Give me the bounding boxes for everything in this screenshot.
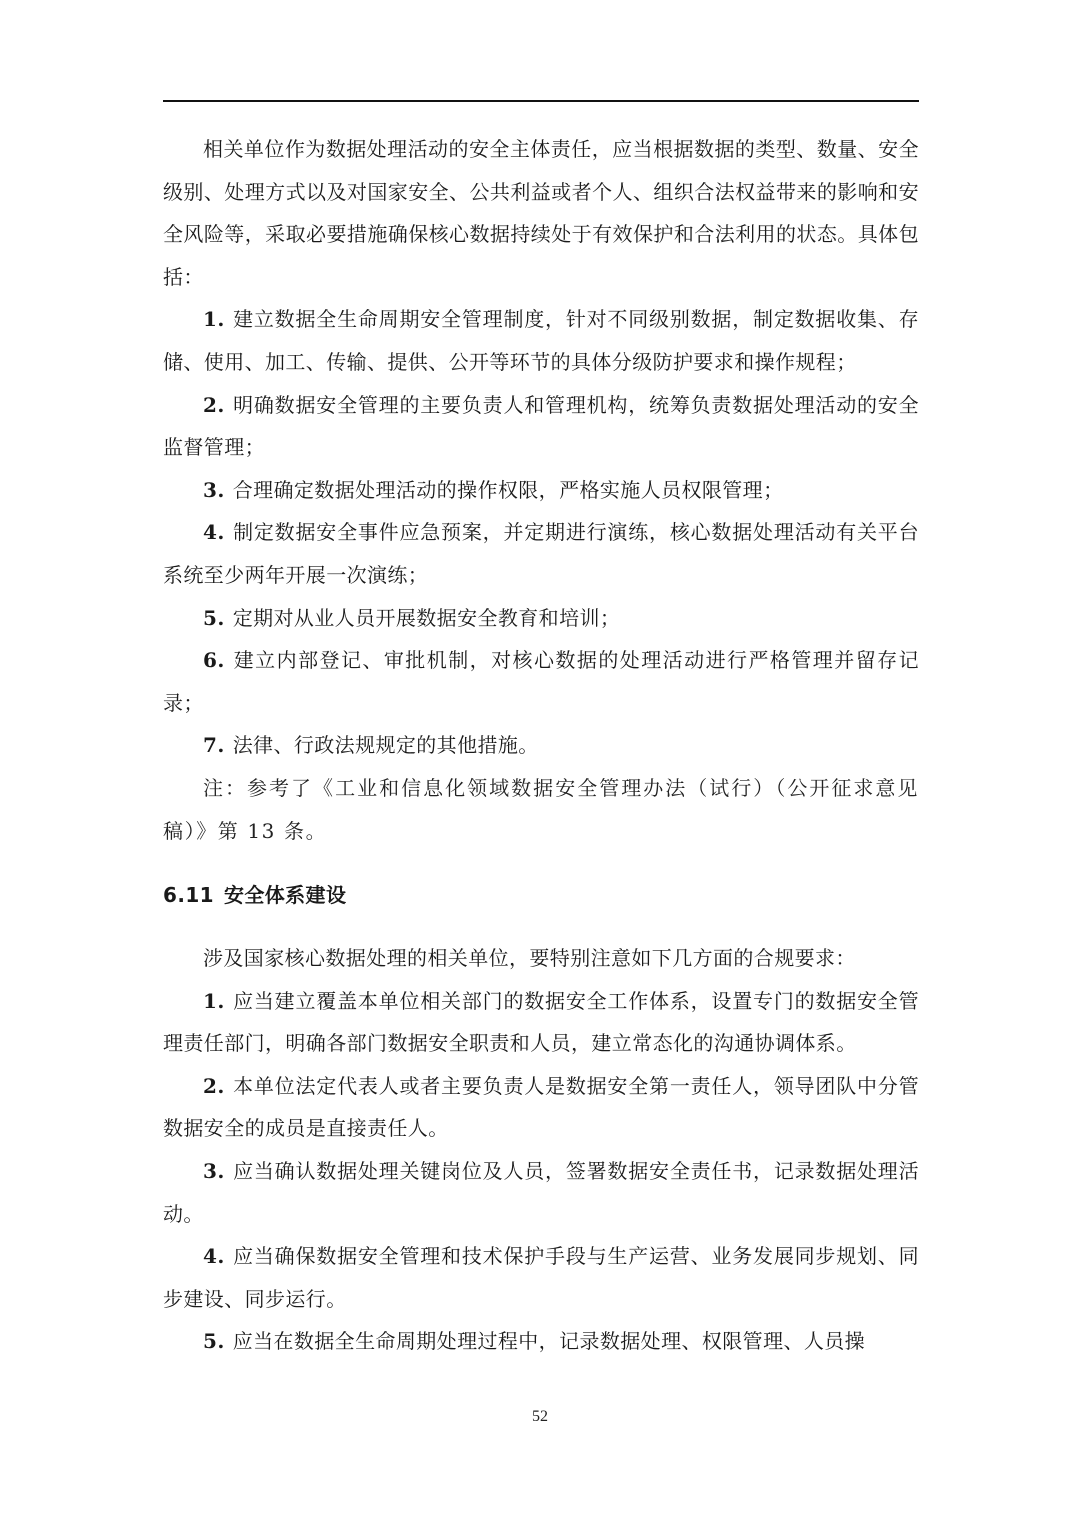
requirement-number: 2. [203, 1073, 225, 1098]
section-intro-paragraph: 涉及国家核心数据处理的相关单位，要特别注意如下几方面的合规要求： [203, 946, 856, 971]
measure-text: 建立数据全生命周期安全管理制度，针对不同级别数据，制定数据收集、存储、使用、加工、传输、提供、公开等环节的具体分级防护要求和操作规程； [163, 307, 919, 374]
measure-item [163, 469, 919, 512]
header-rule [163, 100, 919, 102]
requirement-text: 应当确认数据处理关键岗位及人员，签署数据安全责任书，记录数据处理活动。 [163, 1159, 919, 1226]
section-title: 安全体系建设 [223, 883, 347, 908]
measure-number: 4. [203, 520, 225, 545]
measure-number: 2. [203, 392, 225, 417]
requirement-text: 应当建立覆盖本单位相关部门的数据安全工作体系，设置专门的数据安全管理责任部门，明确各部门数据安全职责和人员，建立常态化的沟通协调体系。 [163, 988, 919, 1056]
measure-number: 5. [203, 605, 225, 630]
requirement-number: 5. [203, 1329, 225, 1354]
requirement-item [163, 1065, 919, 1150]
page-content [163, 128, 919, 1363]
section-heading [163, 874, 919, 916]
measure-item [163, 639, 919, 724]
measure-text: 明确数据安全管理的主要负责人和管理机构，统筹负责数据处理活动的安全监督管理； [163, 392, 919, 460]
requirement-number: 1. [203, 988, 225, 1013]
measure-item [163, 384, 919, 469]
requirement-text: 本单位法定代表人或者主要负责人是数据安全第一责任人，领导团队中分管数据安全的成员是直接责任人。 [163, 1073, 919, 1141]
measure-text: 建立内部登记、审批机制，对核心数据的处理活动进行严格管理并留存记录； [163, 648, 919, 715]
page-number: 52 [532, 1408, 548, 1425]
intro-paragraph: 相关单位作为数据处理活动的安全主体责任，应当根据数据的类型、数量、安全级别、处理方式以及对国家安全、公共利益或者个人、组织合法权益带来的影响和安全风险等，采取必要措施确保核心数据持续处于有效保护和合法利用的状态。具体包括： [163, 137, 919, 289]
measure-text: 制定数据安全事件应急预案，并定期进行演练，核心数据处理活动有关平台系统至少两年开展一次演练； [163, 520, 919, 587]
requirement-item [163, 980, 919, 1065]
measure-item [163, 298, 919, 383]
measure-number: 1. [203, 307, 225, 332]
requirement-text: 应当确保数据安全管理和技术保护手段与生产运营、业务发展同步规划、同步建设、同步运行。 [163, 1244, 919, 1311]
measure-item [163, 597, 919, 640]
requirement-text: 应当在数据全生命周期处理过程中，记录数据处理、权限管理、人员操 [232, 1329, 866, 1354]
reference-note: 注：参考了《工业和信息化领域数据安全管理办法（试行）（公开征求意见稿）》第 13 条。 [163, 775, 919, 843]
requirement-number: 3. [203, 1159, 225, 1184]
requirement-item [163, 1150, 919, 1235]
measure-text: 定期对从业人员开展数据安全教育和培训； [232, 605, 621, 630]
requirement-number: 4. [203, 1244, 225, 1269]
measure-number: 3. [203, 477, 225, 502]
measure-text: 合理确定数据处理活动的操作权限，严格实施人员权限管理； [232, 477, 784, 502]
measure-item [163, 724, 919, 767]
measure-number: 6. [203, 648, 225, 673]
section-number: 6.11 [163, 883, 214, 908]
measure-number: 7. [203, 733, 225, 758]
measure-item [163, 511, 919, 596]
measure-text: 法律、行政法规规定的其他措施。 [232, 733, 539, 758]
requirement-item [163, 1235, 919, 1320]
requirement-item [163, 1320, 919, 1363]
